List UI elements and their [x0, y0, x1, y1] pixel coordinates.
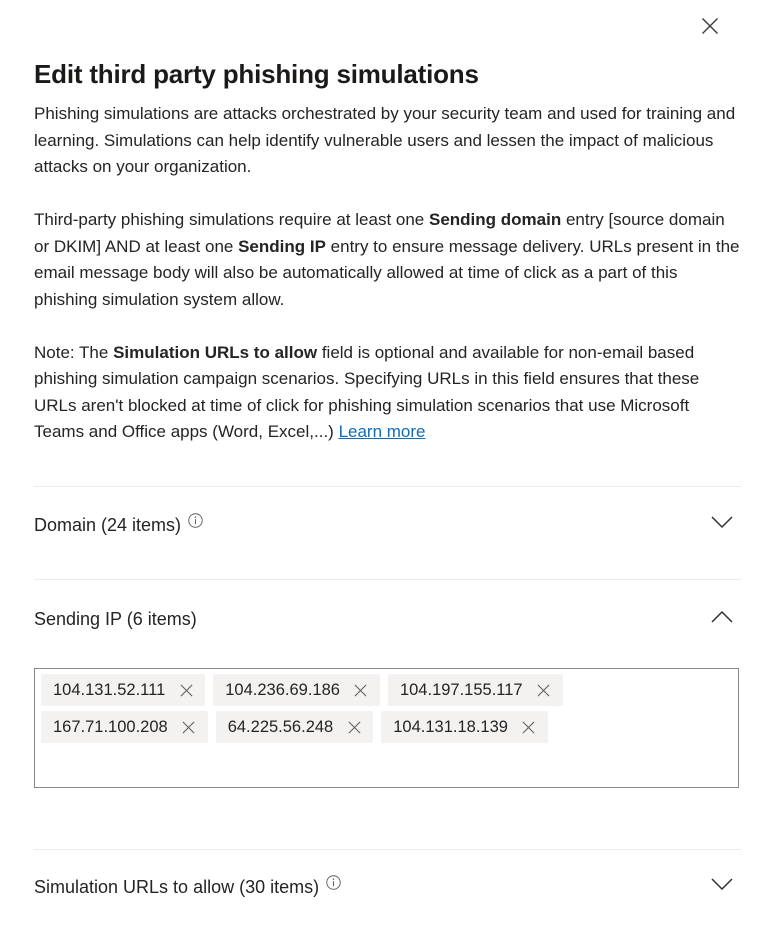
section-title-wrap-simulation-urls — [34, 875, 341, 899]
remove-tag-button[interactable] — [514, 712, 544, 742]
remove-tag-button[interactable] — [174, 712, 204, 742]
divider-above-sending-ip — [34, 579, 741, 580]
note-paragraph — [34, 340, 741, 446]
close-icon — [521, 720, 536, 735]
sending-ip-tag-label: 104.197.155.117 — [399, 681, 523, 699]
sending-ip-tag-list — [41, 674, 732, 743]
sending-ip-tag-label: 167.71.100.208 — [53, 718, 168, 736]
sending-ip-tag-label: 64.225.56.248 — [227, 718, 334, 736]
info-icon[interactable] — [188, 513, 203, 533]
section-title-domain: Domain (24 items) — [34, 515, 182, 535]
info-icon[interactable] — [326, 875, 341, 895]
page-title: Edit third party phishing simulations — [34, 59, 479, 89]
sending-ip-tag[interactable] — [41, 674, 205, 706]
requirements-text-1: Third-party phishing simulations require at least one — [34, 210, 429, 229]
section-title-simulation-urls: Simulation URLs to allow (30 items) — [34, 877, 320, 897]
dialog-body — [34, 0, 741, 446]
simulation-urls-emphasis: Simulation URLs to allow — [113, 342, 318, 362]
section-title-sending-ip: Sending IP (6 items) — [34, 609, 197, 629]
requirements-text-3: entry to ensure message delivery. URLs present in the email message body will also be automatically allowed at time of click as a part of this phishing simulation system allow. — [34, 236, 740, 309]
sending-ip-tag[interactable] — [216, 711, 374, 743]
section-title-wrap-sending-ip — [34, 607, 197, 631]
chevron-down-icon[interactable] — [711, 878, 733, 896]
remove-tag-button[interactable] — [339, 712, 369, 742]
remove-tag-button[interactable] — [171, 675, 201, 705]
learn-more-link[interactable]: Learn more — [338, 422, 426, 441]
close-icon — [536, 683, 551, 698]
close-icon — [353, 683, 368, 698]
section-header-domain[interactable] — [34, 502, 741, 548]
sending-ip-tag-label: 104.131.52.111 — [53, 681, 166, 699]
sending-ip-tag-field[interactable] — [34, 668, 739, 788]
section-header-simulation-urls[interactable] — [34, 864, 741, 910]
sending-ip-tag-label: 104.131.18.139 — [393, 718, 508, 736]
requirements-paragraph — [34, 207, 741, 313]
note-text-2: field is optional and available for non-email based phishing simulation campaign scenarios. Specifying URLs in this field ensures that these URLs aren't blocked at time of click for phishing simulation scenarios that use Microsoft Teams and Office apps (Word, Excel,...) — [34, 342, 700, 441]
sending-ip-tag-label: 104.236.69.186 — [225, 681, 340, 699]
remove-tag-button[interactable] — [346, 675, 376, 705]
intro-paragraph: Phishing simulations are attacks orchestrated by your security team and used for training and learning. Simulations can help identify vulnerable users and lessen the impact of malicious attacks on your organization. — [34, 104, 736, 176]
sending-ip-tag[interactable] — [381, 711, 548, 743]
section-title-wrap-domain — [34, 513, 203, 537]
sending-ip-tag[interactable] — [41, 711, 208, 743]
chevron-down-icon[interactable] — [711, 516, 733, 534]
section-header-sending-ip[interactable] — [34, 596, 741, 642]
sending-ip-tag[interactable] — [388, 674, 563, 706]
close-icon — [181, 720, 196, 735]
requirements-text-2: entry [source domain or DKIM] AND at least one — [34, 210, 725, 256]
sending-ip-tag[interactable] — [213, 674, 380, 706]
sending-domain-emphasis: Sending domain — [428, 210, 562, 229]
note-text-1: Note: The — [34, 342, 114, 362]
divider-above-simulation-urls — [34, 849, 741, 850]
divider-above-domain — [34, 486, 741, 487]
remove-tag-button[interactable] — [529, 675, 559, 705]
close-icon — [347, 720, 362, 735]
sending-ip-emphasis: Sending IP — [238, 236, 326, 256]
close-icon — [179, 683, 194, 698]
chevron-up-icon[interactable] — [711, 610, 733, 628]
